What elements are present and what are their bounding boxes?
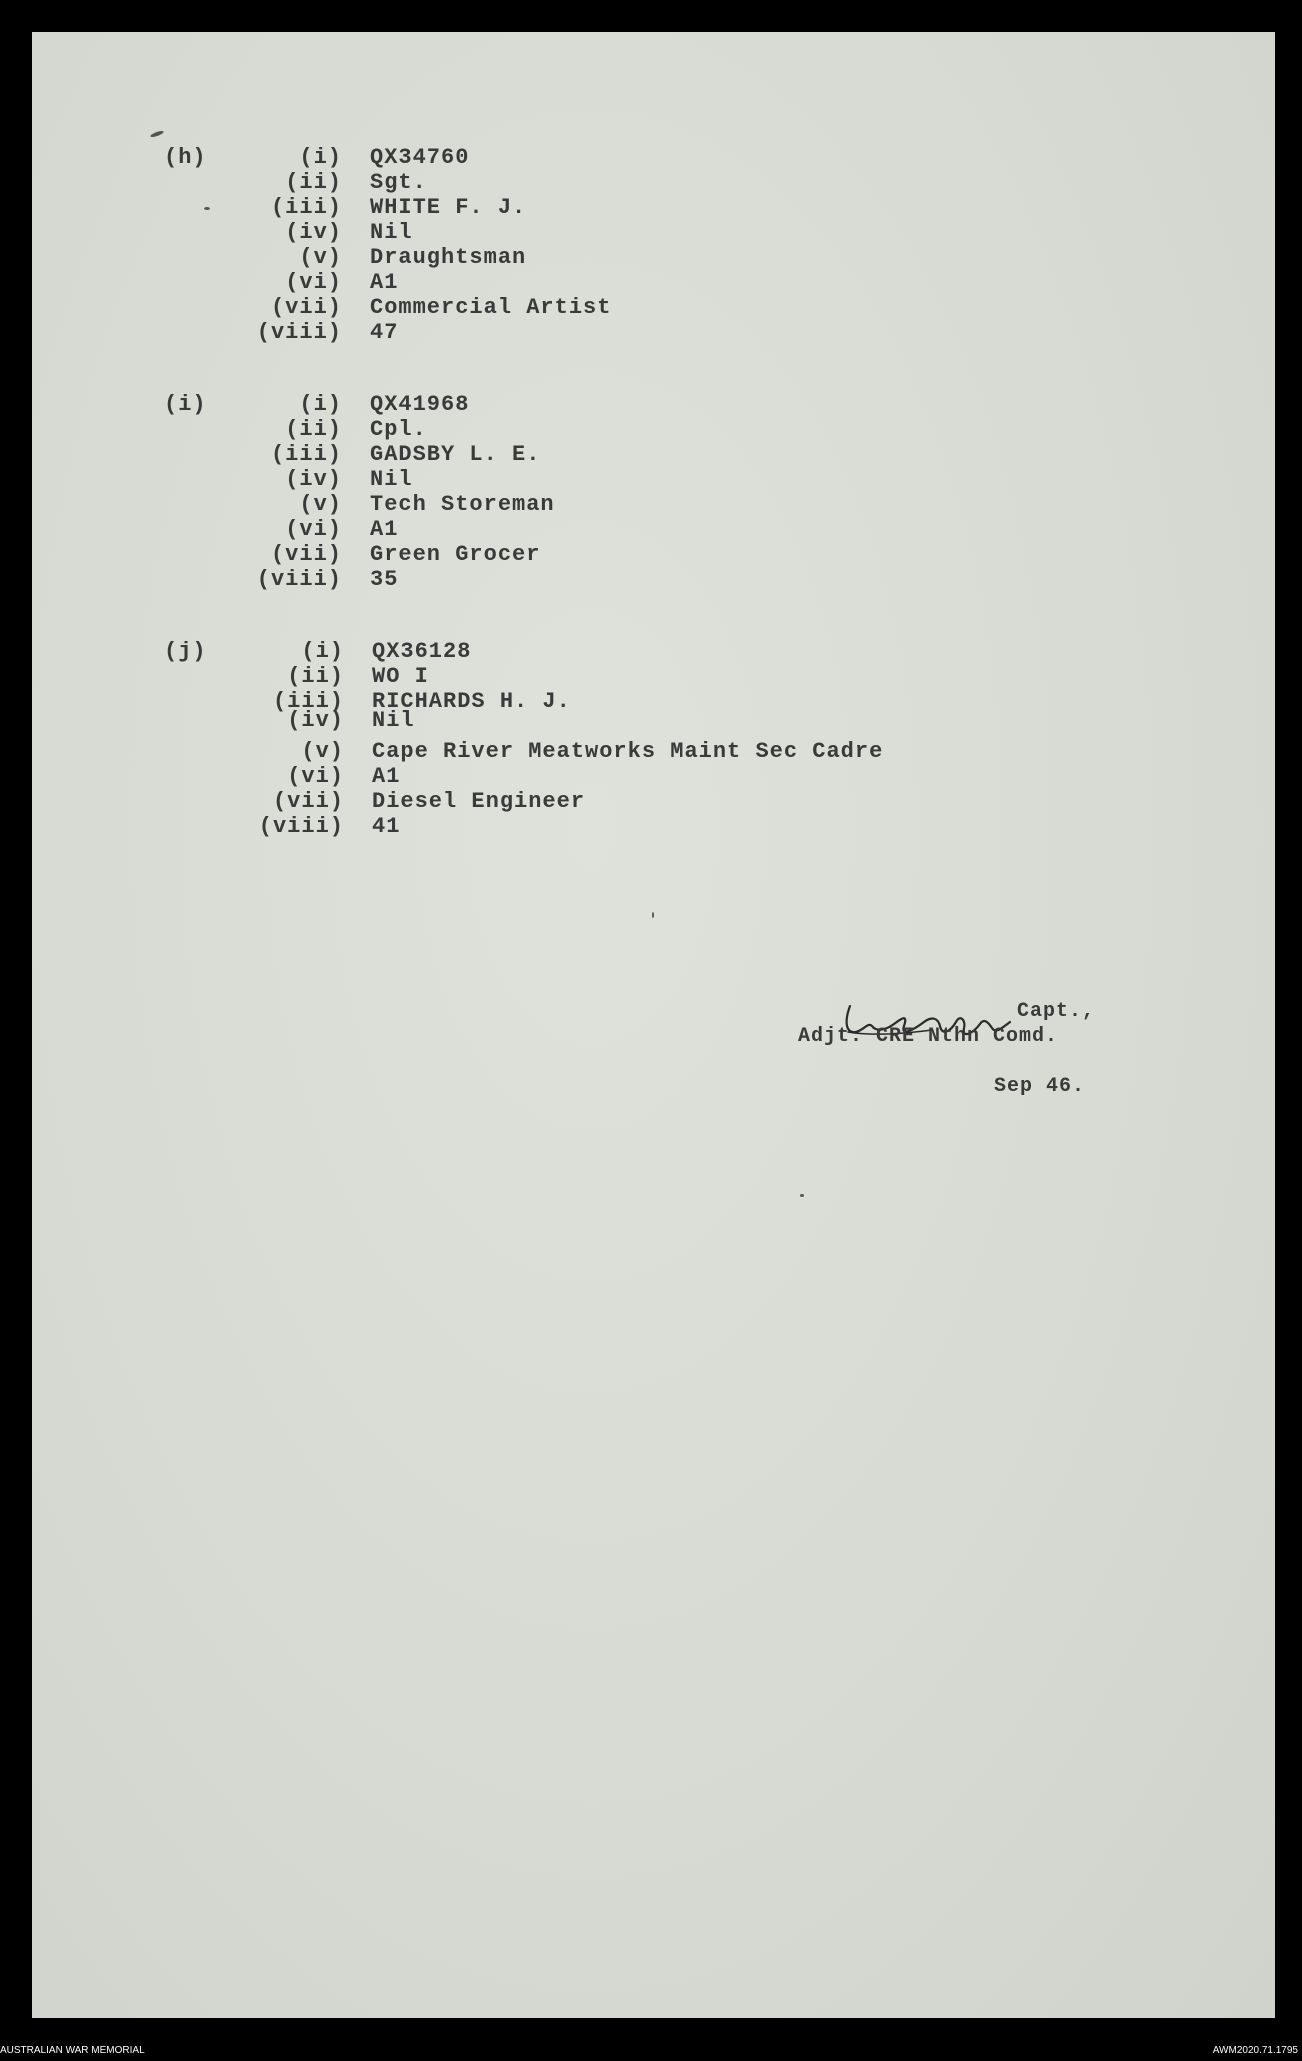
item-numeral: (viii) xyxy=(258,814,344,839)
item-numeral: (iv) xyxy=(285,467,342,492)
item-value: Nil xyxy=(370,220,413,245)
item-numeral: (ii) xyxy=(285,170,342,195)
entry-letter: (j) xyxy=(164,639,207,664)
document-page xyxy=(32,32,1275,2018)
item-numeral: (iv) xyxy=(285,220,342,245)
employment: Cape River Meatworks Maint Sec Cadre xyxy=(372,739,884,764)
item-numeral: (iii) xyxy=(270,195,342,220)
employment: Tech Storeman xyxy=(370,492,555,517)
civil-occupation: Green Grocer xyxy=(370,542,541,567)
name: GADSBY L. E. xyxy=(370,442,541,467)
name: WHITE F. J. xyxy=(370,195,527,220)
footer-archive-name: AUSTRALIAN WAR MEMORIAL xyxy=(0,2045,145,2056)
signatory-appointment: Adjt. CRE Nthn Comd. xyxy=(798,1025,1059,1048)
item-numeral: (vii) xyxy=(270,295,342,320)
paper-mark xyxy=(652,912,654,918)
service-number: QX34760 xyxy=(370,145,470,170)
footer-record-id: AWM2020.71.1795 xyxy=(1212,2045,1298,2056)
item-numeral: (vi) xyxy=(287,764,344,789)
service-number: QX41968 xyxy=(370,392,470,417)
item-numeral: (ii) xyxy=(285,417,342,442)
paper-mark xyxy=(204,207,210,210)
item-numeral: (viii) xyxy=(256,567,342,592)
item-value: Nil xyxy=(372,708,415,733)
medical-class: A1 xyxy=(370,270,399,295)
item-numeral: (i) xyxy=(299,392,342,417)
age: 47 xyxy=(370,320,399,345)
item-numeral: (i) xyxy=(299,145,342,170)
document-date: Sep 46. xyxy=(994,1075,1086,1098)
civil-occupation: Diesel Engineer xyxy=(372,789,586,814)
employment: Draughtsman xyxy=(370,245,527,270)
rank: WO I xyxy=(372,664,429,689)
item-numeral: (iii) xyxy=(272,689,344,714)
item-numeral: (iv) xyxy=(287,708,344,733)
service-number: QX36128 xyxy=(372,639,472,664)
item-numeral: (viii) xyxy=(256,320,342,345)
item-numeral: (ii) xyxy=(287,664,344,689)
civil-occupation: Commercial Artist xyxy=(370,295,612,320)
rank: Sgt. xyxy=(370,170,427,195)
item-numeral: (vi) xyxy=(285,517,342,542)
medical-class: A1 xyxy=(370,517,399,542)
item-numeral: (vii) xyxy=(272,789,344,814)
entry-letter: (i) xyxy=(164,392,207,417)
item-numeral: (v) xyxy=(301,739,344,764)
entry-letter: (h) xyxy=(164,145,207,170)
item-numeral: (v) xyxy=(299,492,342,517)
item-numeral: (v) xyxy=(299,245,342,270)
age: 35 xyxy=(370,567,399,592)
medical-class: A1 xyxy=(372,764,401,789)
rank: Cpl. xyxy=(370,417,427,442)
item-numeral: (iii) xyxy=(270,442,342,467)
name: RICHARDS H. J. xyxy=(372,689,571,714)
paper-mark xyxy=(800,1194,804,1197)
item-value: Nil xyxy=(370,467,413,492)
item-numeral: (vii) xyxy=(270,542,342,567)
item-numeral: (i) xyxy=(301,639,344,664)
signatory-rank: Capt., xyxy=(1017,1000,1096,1023)
age: 41 xyxy=(372,814,401,839)
paper-mark xyxy=(150,130,165,139)
item-numeral: (vi) xyxy=(285,270,342,295)
